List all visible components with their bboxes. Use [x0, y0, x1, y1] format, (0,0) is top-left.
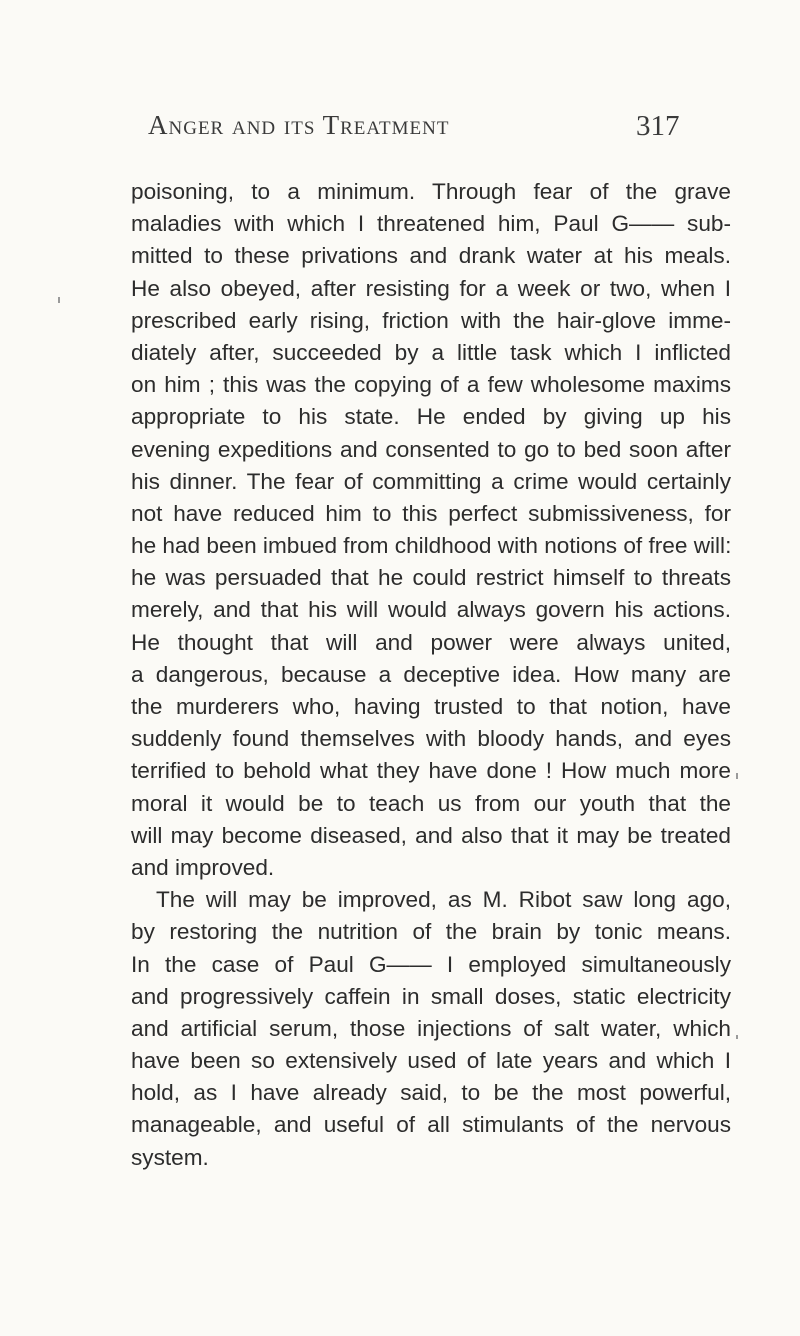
text-line: and progressively caffein in small doses, static electricity [131, 983, 731, 1009]
paper-speck [736, 1035, 738, 1039]
text-line: not have reduced him to this perfect submissiveness, for [131, 500, 731, 526]
text-line: The will may be improved, as M. Ribot saw long ago, [156, 887, 731, 913]
text-line: the murderers who, having trusted to that notion, have [131, 694, 731, 719]
text-line: appropriate to his state. He ended by giving up his [131, 404, 731, 430]
text-line: and artificial serum, those injections of salt water, which [131, 1015, 731, 1041]
text-line: have been so extensively used of late years and which I [131, 1048, 731, 1074]
running-head [136, 110, 736, 150]
body-text [131, 176, 731, 1174]
text-line: system. [131, 1144, 209, 1170]
text-line: diately after, succeeded by a little task which I inflicted [131, 339, 731, 365]
text-line: by restoring the nutrition of the brain by tonic means. [131, 919, 731, 945]
text-line: will may become diseased, and also that it may be treated [131, 822, 731, 848]
text-line: a dangerous, because a deceptive idea. How many are [131, 661, 731, 687]
text-line: poisoning, to a minimum. Through fear of the grave [131, 179, 731, 204]
paper-speck [58, 297, 60, 303]
running-head-title: Anger and its Treatment [148, 110, 450, 140]
text-line: maladies with which I threatened him, Paul G—— sub- [131, 211, 731, 237]
text-line: his dinner. The fear of committing a crime would certainly [131, 468, 731, 494]
text-line: and improved. [131, 854, 275, 880]
text-line: merely, and that his will would always govern his actions. [131, 597, 731, 623]
text-line: hold, as I have already said, to be the most powerful, [131, 1080, 731, 1106]
text-line: prescribed early rising, friction with the hair-glove imme- [131, 307, 731, 333]
text-line: He thought that will and power were always united, [131, 629, 731, 655]
text-line: In the case of Paul G—— I employed simultaneously [131, 951, 731, 977]
page-number: 317 [636, 110, 680, 142]
text-line: He also obeyed, after resisting for a week or two, when I [131, 275, 731, 301]
text-line: on him ; this was the copying of a few wholesome maxims [131, 372, 731, 398]
text-line: moral it would be to teach us from our youth that the [131, 790, 731, 816]
text-line: terrified to behold what they have done ! How much more [131, 758, 731, 784]
text-line: mitted to these privations and drank water at his meals. [131, 243, 731, 269]
text-line: he was persuaded that he could restrict himself to threats [131, 565, 731, 591]
text-line: manageable, and useful of all stimulants of the nervous [131, 1112, 731, 1138]
text-line: he had been imbued from childhood with notions of free will: [131, 533, 732, 559]
text-line: evening expeditions and consented to go to bed soon after [131, 436, 731, 462]
text-line: suddenly found themselves with bloody hands, and eyes [131, 726, 731, 752]
paper-speck [736, 773, 738, 779]
